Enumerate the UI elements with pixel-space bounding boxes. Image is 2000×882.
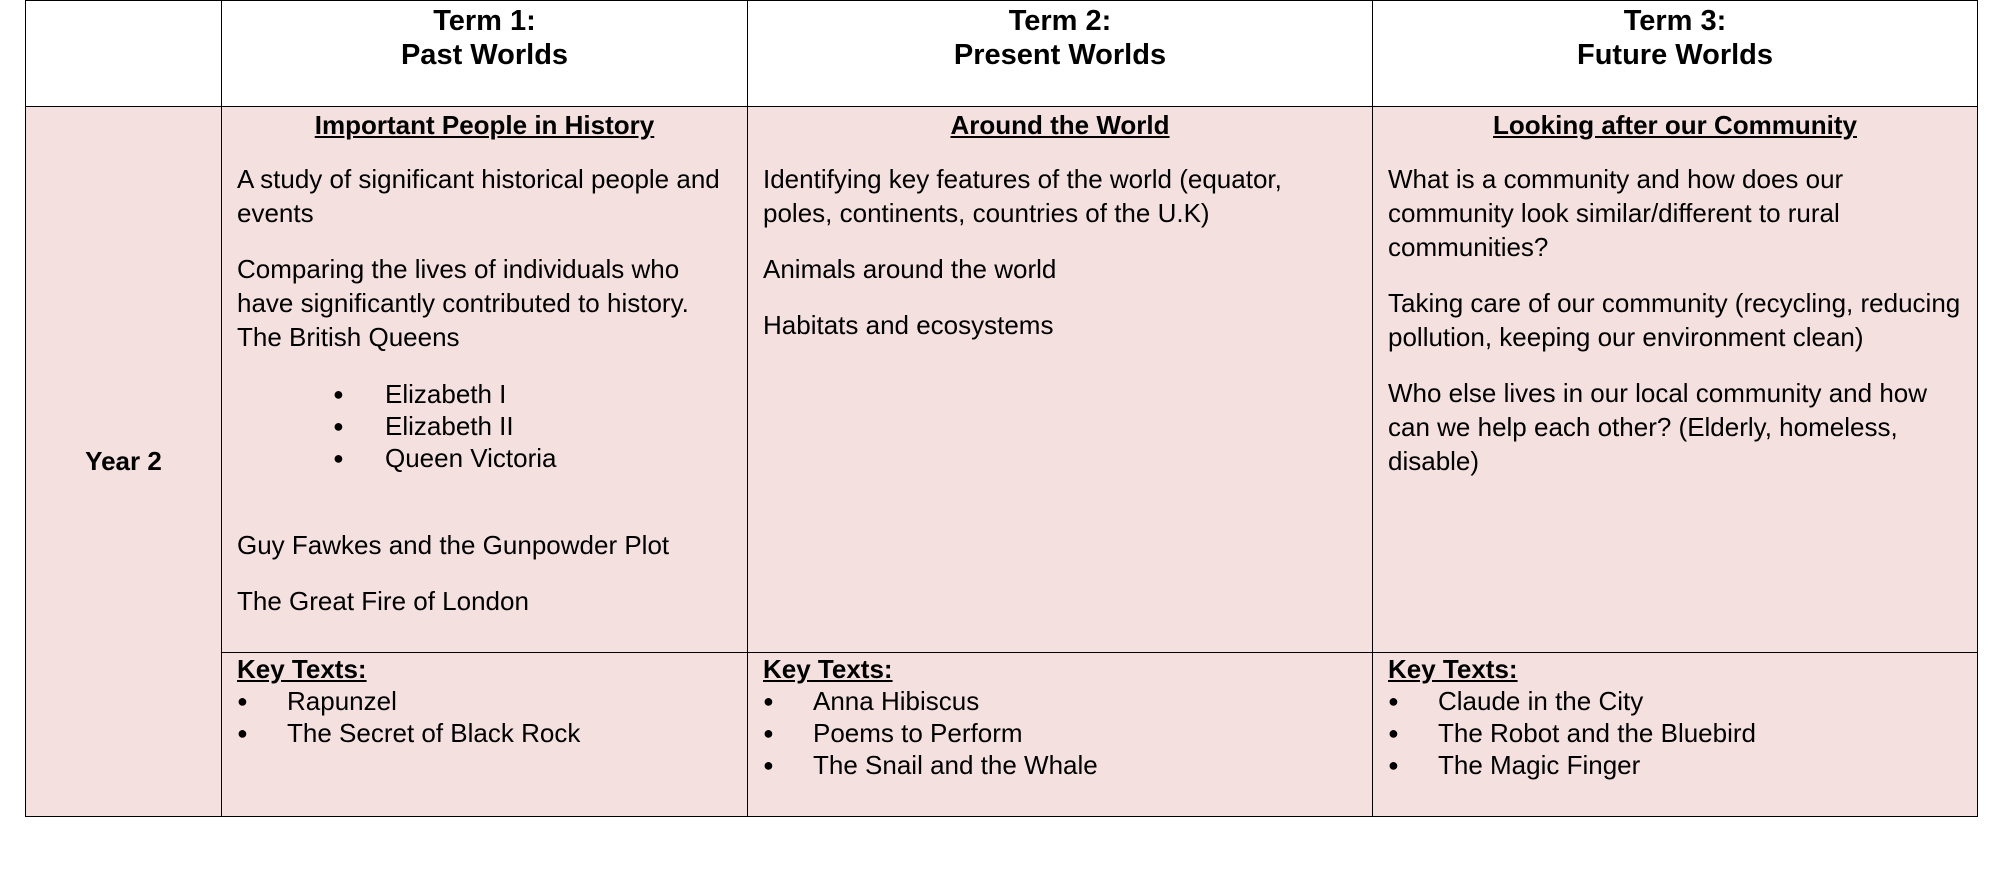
year-label: Year 2	[26, 107, 222, 817]
list-item: ● Anna Hibiscus	[763, 685, 1357, 717]
list-item: ● The Snail and the Whale	[763, 749, 1357, 781]
list-item: ● Elizabeth II	[333, 410, 732, 442]
term-3-label: Term 3:	[1623, 5, 1727, 37]
term-1-theme: Past Worlds	[400, 39, 569, 71]
term-1-topic-title: Important People in History	[314, 110, 655, 140]
list-item: ● Elizabeth I	[333, 378, 732, 410]
curriculum-table	[25, 0, 1978, 817]
term-3-topic-title: Looking after our Community	[1493, 110, 1857, 140]
term-3-theme: Future Worlds	[1576, 39, 1774, 71]
key-texts-list	[1388, 685, 1962, 781]
list-item: ● Poems to Perform	[763, 717, 1357, 749]
term-1-para-4: The Great Fire of London	[237, 586, 529, 616]
term-2-label: Term 2:	[1008, 5, 1112, 37]
term-3-header	[1373, 1, 1978, 107]
term-2-topic-title: Around the World	[950, 110, 1170, 140]
key-texts-label: Key Texts:	[763, 654, 893, 684]
corner-cell	[26, 1, 222, 107]
term-3-para-1: What is a community and how does our community look similar/different to rural communities?	[1388, 164, 1844, 262]
term-2-para-2: Animals around the world	[763, 254, 1057, 284]
list-item: ● Queen Victoria	[333, 442, 732, 474]
term-3-para-3: Who else lives in our local community and how can we help each other? (Elderly, homeless, disable)	[1388, 378, 1928, 476]
key-texts-row	[26, 653, 1978, 817]
term-1-header	[222, 1, 748, 107]
key-texts-label: Key Texts:	[1388, 654, 1518, 684]
term-3-content	[1373, 107, 1978, 653]
term-1-label: Term 1:	[433, 5, 536, 37]
list-item: ● The Magic Finger	[1388, 749, 1962, 781]
term-1-content	[222, 107, 748, 653]
term-1-key-texts	[222, 653, 748, 817]
key-texts-list	[763, 685, 1357, 781]
term-2-content	[748, 107, 1373, 653]
term-2-theme: Present Worlds	[953, 39, 1167, 71]
term-3-para-2: Taking care of our community (recycling, reducing pollution, keeping our environment clean)	[1388, 288, 1961, 352]
key-texts-label: Key Texts:	[237, 654, 367, 684]
term-3-key-texts	[1373, 653, 1978, 817]
term-1-para-1: A study of significant historical people and events	[237, 164, 720, 228]
term-2-key-texts	[748, 653, 1373, 817]
list-item: ● Claude in the City	[1388, 685, 1962, 717]
term-1-para-2: Comparing the lives of individuals who have significantly contributed to history. The British Queens	[237, 254, 689, 352]
term-2-header	[748, 1, 1373, 107]
term-2-para-3: Habitats and ecosystems	[763, 310, 1054, 340]
list-item: ● The Robot and the Bluebird	[1388, 717, 1962, 749]
content-row	[26, 107, 1978, 653]
header-row	[26, 1, 1978, 107]
list-item: ● The Secret of Black Rock	[237, 717, 732, 749]
term-1-para-3: Guy Fawkes and the Gunpowder Plot	[237, 530, 670, 560]
term-2-para-1: Identifying key features of the world (equator, poles, continents, countries of the U.K)	[763, 164, 1282, 228]
queens-list	[237, 378, 732, 474]
key-texts-list	[237, 685, 732, 749]
list-item: ● Rapunzel	[237, 685, 732, 717]
